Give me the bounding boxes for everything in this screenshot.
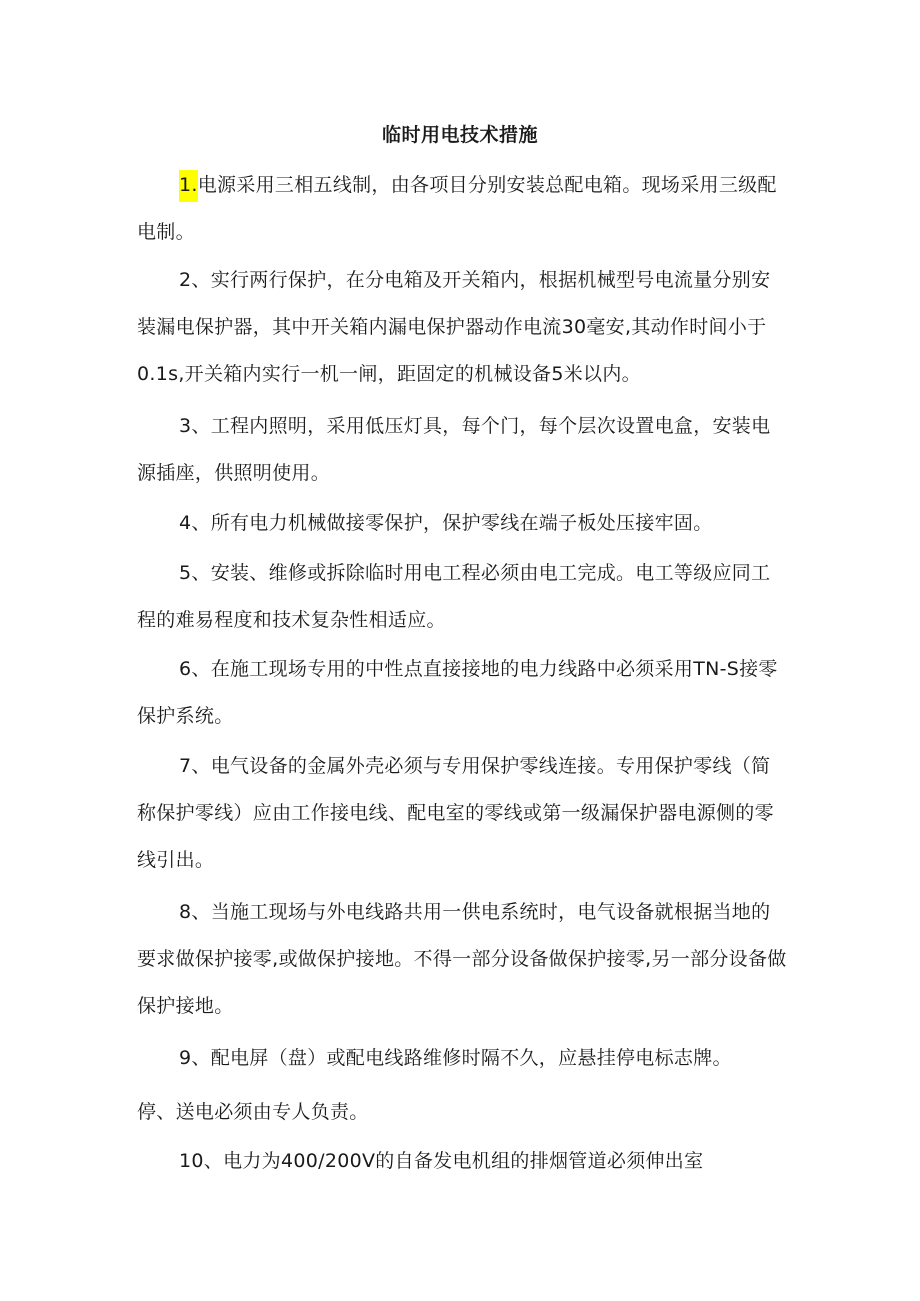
paragraph-6: 6、在施工现场专用的中性点直接接地的电力线路中必须采用TN-S接零保护系统。 [137,658,778,727]
paragraph-2: 2、实行两行保护，在分电箱及开关箱内，根据机械型号电流量分别安装漏电保护器，其中开关箱内漏电保护器动作电流30毫安,其动作时间小于0.1s,开关箱内实行一机一闸，距固定的机械设备5米以内。 [137,269,771,385]
page-title: 临时用电技术措施 [381,124,538,146]
highlighted-number: 1. [179,170,198,202]
paragraph-10: 10、电力为400/200V的自备发电机组的排烟管道必须伸出室 [179,1150,704,1172]
paragraph-1 [137,162,787,256]
paragraph-5: 5、安装、维修或拆除临时用电工程必须由电工完成。电工等级应同工程的难易程度和技术复杂性相适应。 [137,562,771,631]
paragraph-1-text: 电源采用三相五线制，由各项目分别安装总配电箱。现场采用三级配电制。 [137,174,777,243]
paragraph-8: 8、当施工现场与外电线路共用一供电系统时，电气设备就根据当地的要求做保护接零,或做保护接地。不得一部分设备做保护接零,另一部分设备做保护接地。 [137,901,787,1017]
paragraph-3: 3、工程内照明，采用低压灯具，每个门，每个层次设置电盒，安装电源插座，供照明使用。 [137,415,771,484]
paragraph-9-continuation: 停、送电必须由专人负责。 [137,1101,369,1123]
paragraph-4: 4、所有电力机械做接零保护，保护零线在端子板处压接牢固。 [179,512,713,534]
paragraph-9: 9、配电屏（盘）或配电线路维修时隔不久，应悬挂停电标志牌。 [179,1047,732,1069]
paragraph-7: 7、电气设备的金属外壳必须与专用保护零线连接。专用保护零线（简称保护零线）应由工作接电线、配电室的零线或第一级漏保护器电源侧的零线引出。 [137,755,774,871]
